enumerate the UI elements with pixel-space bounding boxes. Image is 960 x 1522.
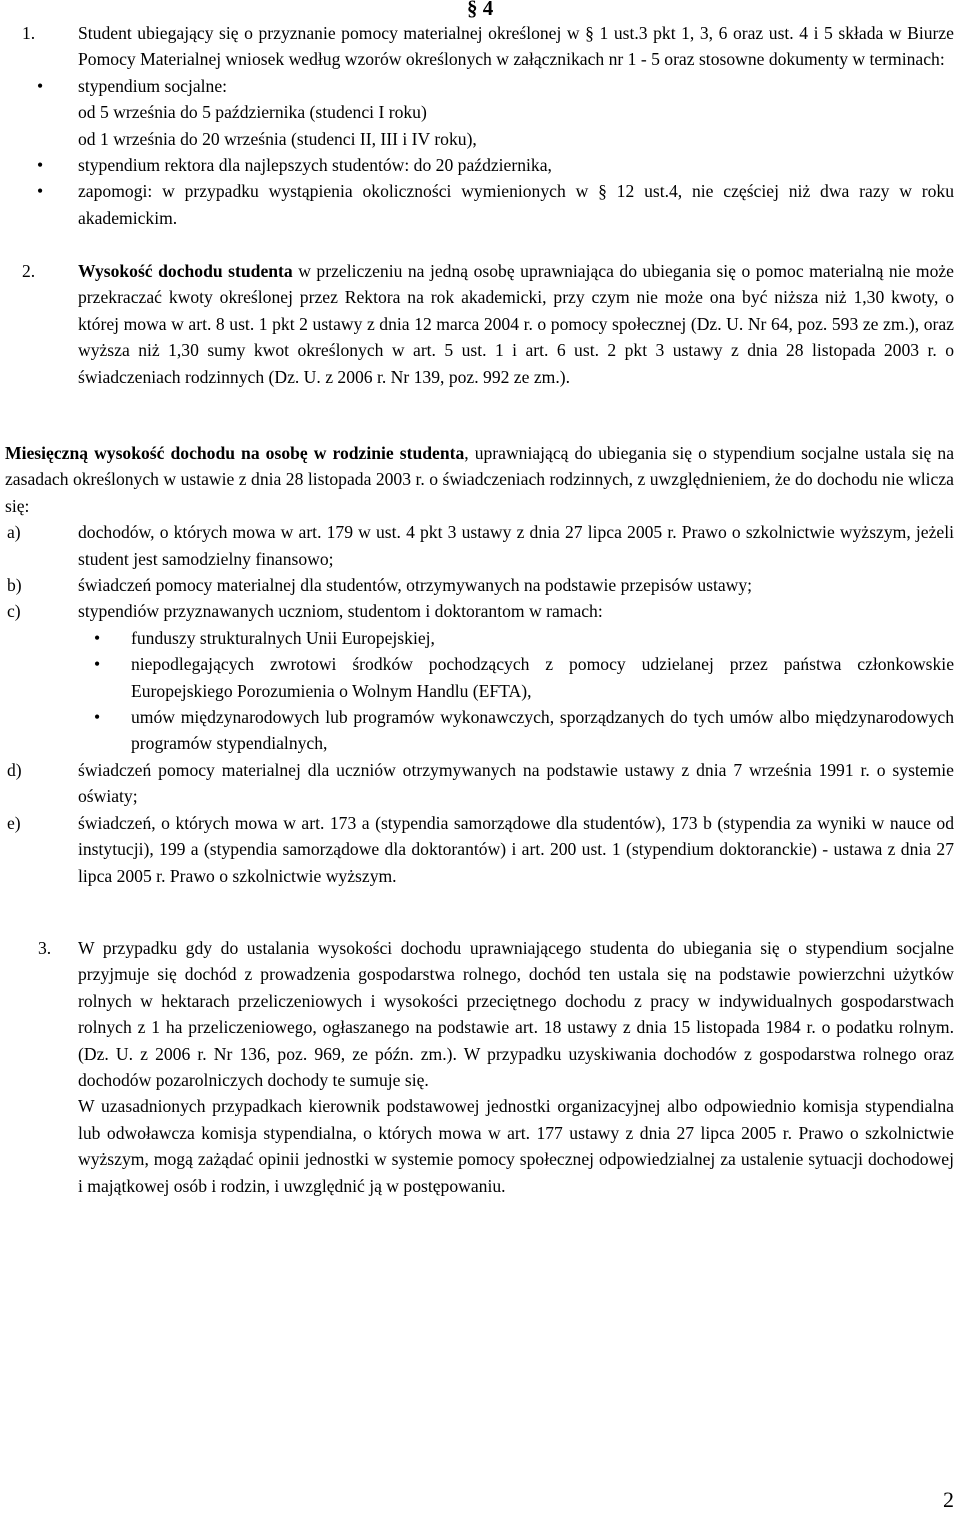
item-3 [0,935,960,1199]
list-item [0,757,960,810]
page-number: 2 [943,1487,954,1512]
item-2-text: w przeliczeniu na jedną osobę uprawniająca do ubiegania się o pomoc materialną nie może przekraczać kwoty określonej przez Rektora na rok akademicki, przy czym nie może ona być niższa niż 1,30 kwoty, o której mowa w art. 8 ust. 1 pkt 2 ustawy z dnia 12 marca 2004 r. o pomocy społecznej (Dz. U. Nr 64, poz. 593 ze zm.), oraz wyższa niż 1,30 sumy kwot określonych w art. 5 ust. 1 i art. 6 ust. 2 pkt 3 ustawy z dnia 28 listopada 2003 r. o świadczeniach rodzinnych (Dz. U. z 2006 r. Nr 139, poz. 992 ze zm.). [78,261,954,387]
monthly-income-section [0,440,960,889]
list-label: c) [7,601,21,622]
sub-bullet-item [0,651,960,704]
list-text: stypendiów przyznawanych uczniom, studentom i doktorantom w ramach: [78,601,603,622]
sub-bullet-item [0,704,960,757]
item-1 [0,20,960,231]
item-number: 2. [22,261,36,281]
list-item [0,810,960,889]
list-item [0,572,960,598]
monthly-bold-lead: Miesięczną wysokość dochodu na osobę w rodzinie studenta [5,443,465,463]
item-2-bold-lead: Wysokość dochodu studenta [78,261,293,281]
list-text: świadczeń pomocy materialnej dla studentów, otrzymywanych na podstawie przepisów ustawy; [78,575,753,596]
bullet-icon: • [94,654,101,675]
bullet-icon: • [94,627,101,648]
list-item [0,519,960,572]
list-item [0,598,960,624]
item-3-text: W przypadku gdy do ustalania wysokości dochodu uprawniającego studenta do ubiegania się o stypendium socjalne przyjmuje się dochód z prowadzenia gospodarstwa rolnego, dochód ten ustala się na podstawie powierzchni użytków rolnych w hektarach przeliczeniowych i wysokości przeciętnego dochodu z pracy w indywidualnych gospodarstwach rolnych z 1 ha przeliczeniowego, ogłaszanego na podstawie art. 18 ustawy z dnia 15 listopada 1984 r. o podatku rolnym. (Dz. U. z 2006 r. Nr 136, poz. 969, ze późn. zm.). W przypadku uzyskiwania dochodów z gospodarstwa rolnego oraz dochodów pozarolniczych dochody te sumuje się. [78,938,954,1091]
sub-bullet-text: niepodlegających zwrotowi środków pochodzących z pomocy udzielanej przez państwa członkowskie Europejskiego Porozumienia o Wolnym Handlu (EFTA), [131,654,954,701]
item-number: 1. [22,23,36,43]
list-text: dochodów, o których mowa w art. 179 w ust. 4 pkt 3 ustawy z dnia 27 lipca 2005 r. Prawo o szkolnictwie wyższym, jeżeli student jest samodzielny finansowo; [78,522,954,569]
sub-bullet-text: umów międzynarodowych lub programów wykonawczych, sporządzanych do tych umów albo międzynarodowych programów stypendialnych, [131,707,954,754]
item-3-paragraph-2: W uzasadnionych przypadkach kierownik podstawowej jednostki organizacyjnej albo odpowiednio komisja stypendialna lub odwoławcza komisja stypendialna, o których mowa w art. 177 ustawy z dnia 27 lipca 2005 r. Prawo o szkolnictwie wyższym, mogą zażądać opinii jednostki w systemie pomocy społecznej odpowiedzialnej za ustalenie sytuacji dochodowej i majątkowej osób i rodzin, i uwzględnić ją w postępowaniu. [78,1096,954,1196]
monthly-text: , uprawniającą do ubiegania się o stypendium socjalne ustala się na zasadach określonych w ustawie z dnia 28 listopada 2003 r. o świadczeniach rodzinnych, z uwzględnieniem, że do dochodu nie wlicza się: [5,443,955,516]
bullet-icon: • [94,707,101,728]
bullet-item [0,152,960,178]
bullet-line: od 1 września do 20 września (studenci II, III i IV roku), [78,128,477,149]
list-label: a) [7,522,21,543]
item-number: 3. [38,938,52,958]
sub-bullet-text: funduszy strukturalnych Unii Europejskiej, [131,627,435,648]
bullet-line: stypendium socjalne: [78,75,228,96]
bullet-line: stypendium rektora dla najlepszych studentów: do 20 października, [78,155,552,176]
list-label: b) [7,575,22,596]
bullet-line: zapomogi: w przypadku wystąpienia okoliczności wymienionych w § 12 ust.4, nie częściej niż dwa razy w roku akademickim. [78,181,954,228]
section-heading: § 4 [467,0,494,20]
sub-bullet-item [0,625,960,651]
item-2 [0,258,960,390]
list-label: d) [7,759,22,780]
bullet-icon: • [37,181,44,202]
bullet-icon: • [37,75,44,96]
bullet-item [0,73,960,152]
list-text: świadczeń, o których mowa w art. 173 a (stypendia samorządowe dla studentów), 173 b (stypendia za wyniki w nauce od instytucji), 199 a (stypendia samorządowe dla doktorantów) i art. 200 ust. 1 (stypendium doktoranckie) - ustawa z dnia 27 lipca 2005 r. Prawo o szkolnictwie wyższym. [78,812,954,886]
list-label: e) [7,812,21,833]
item-1-text: Student ubiegający się o przyznanie pomocy materialnej określonej w § 1 ust.3 pkt 1, 3, 6 oraz ust. 4 i 5 składa w Biurze Pomocy Materialnej wniosek według wzorów określonych w załącznikach nr 1 - 5 oraz stosowne dokumenty w terminach: [78,23,954,70]
list-text: świadczeń pomocy materialnej dla uczniów otrzymywanych na podstawie ustawy z dnia 7 września 1991 r. o systemie oświaty; [78,759,954,807]
bullet-item [0,178,960,231]
bullet-line: od 5 września do 5 października (studenci I roku) [78,102,427,123]
bullet-icon: • [37,155,44,176]
